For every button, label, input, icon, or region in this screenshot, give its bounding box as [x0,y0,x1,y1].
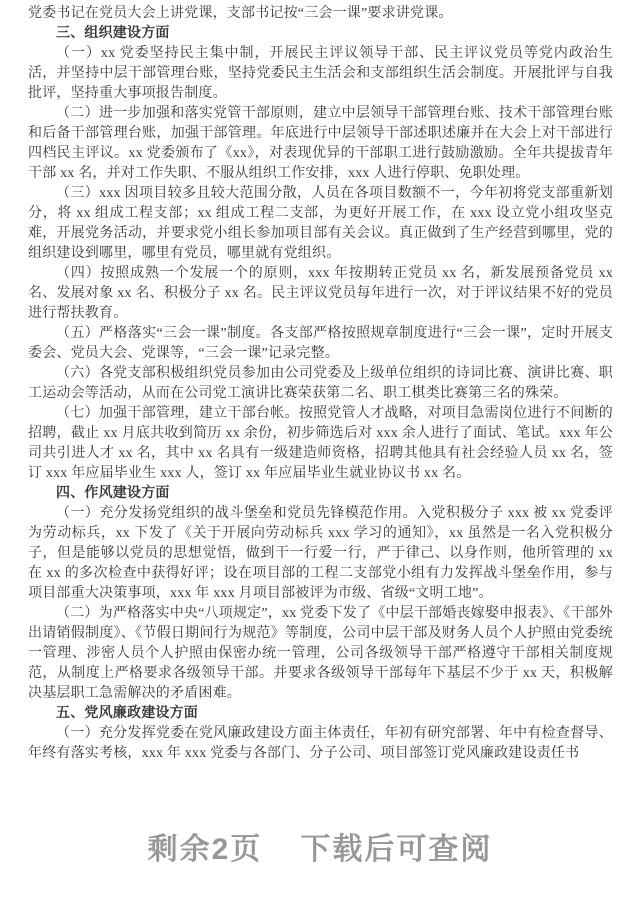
pages-remaining-label: 剩余2页 [147,833,263,866]
section-heading-organization: 三、组织建设方面 [56,26,170,41]
section-heading-integrity: 五、党风廉政建设方面 [56,706,198,721]
footer-notice [0,833,640,866]
paragraph: （七）加强干部管理，建立干部台帐。按照党管人才战略，对项目急需岗位进行不间断的招聘，截止 xx 月底共收到简历 xx 余份，初步筛选后对 xxx 余人进行了面试、笔试。xxx 年公司共引进人才 xx 名，其中 xx 名具有一级建造师资格，招聘其他具有社会经验人员 xx 名，签订 xxx 年应届毕业生 xxx 人，签订 xx 年应届毕业生就业协议书 xx 名。 [28,406,613,481]
paragraph: （一）xx 党委坚持民主集中制，开展民主评议领导干部、民主评议党员等党内政治生活，并坚持中层干部管理台账，坚持党委民主生活会和支部组织生活会制度。开展批评与自我批评，坚持重大事项报告制度。 [28,46,613,101]
paragraph: （五）严格落实“三会一课”制度。各支部严格按照规章制度进行“三会一课”，定时开展支委会、党员大会、党课等，“三会一课”记录完整。 [28,326,613,361]
paragraph: （一）充分发挥党委在党风廉政建设方面主体责任，年初有研究部署、年中有检查督导、年终有落实考核，xxx 年 xxx 党委与各部门、分子公司、项目部签订党风廉政建设责任书 [28,726,613,761]
paragraph: （四）按照成熟一个发展一个的原则，xxx 年按期转正党员 xx 名，新发展预备党员 xx 名、发展对象 xx 名、积极分子 xx 名。民主评议党员每年进行一次，对于评议结果不好的党员进行帮扶教育。 [28,266,613,321]
paragraph: （三）xxx 因项目较多且较大范围分散，人员在各项目数额不一，今年初将党支部重新划分，将 xx 组成工程支部；xx 组成工程二支部，为更好开展工作，在 xxx 设立党小组攻坚克难，开展党务活动，并要求党小组长参加项目部有关会议。真正做到了生产经营到哪里，党的组织建设到哪里，哪里有党员，哪里就有党组织。 [28,186,613,261]
paragraph: （二）进一步加强和落实党管干部原则，建立中层领导干部管理台账、技术干部管理台账和后备干部管理台账，加强干部管理。年底进行中层领导干部述职述廉并在大会上对干部进行四档民主评议。xx 党委颁布了《xx》，对表现优异的干部职工进行鼓励激励。全年共提拔青年干部 xx 名，并对工作失职、不服从组织工作安排，xxx 人进行停职、免职处理。 [28,106,613,181]
download-hint-label: 下载后可查阅 [300,833,493,866]
paragraph: （一）充分发扬党组织的战斗堡垒和党员先锋模范作用。入党积极分子 xxx 被 xx 党委评为劳动标兵，xx 下发了《关于开展向劳动标兵 xxx 学习的通知》，xx 虽然是一名入党积极分子，但是能够以党员的思想觉悟，做到干一行爱一行，严于律己、以身作则，他所管理的 xx 在 xx 的多次检查中获得好评；设在项目部的工程二支部党小组有力发挥战斗堡垒作用，参与项目部重大决策事项，xxx 年 xxx 月项目部被评为市级、省级“文明工地”。 [28,506,613,601]
paragraph-continuation: 党委书记在党员大会上讲党课，支部书记按“三会一课”要求讲党课。 [28,6,453,21]
paragraph: （六）各党支部积极组织党员参加由公司党委及上级单位组织的诗词比赛、演讲比赛、职工运动会等活动，从而在公司党工演讲比赛荣获第二名、职工棋类比赛第三名的殊荣。 [28,366,613,401]
section-heading-workstyle: 四、作风建设方面 [56,486,170,501]
paragraph: （二）为严格落实中央“八项规定”，xx 党委下发了《中层干部婚丧嫁娶申报表》、《干部外出请销假制度》、《节假日期间行为规范》等制度，公司中层干部及财务人员个人护照由党委统一管理、涉密人员个人护照由保密办统一管理，公司各级领导干部严格遵守干部相关制度规范，从制度上严格要求各级领导干部。并要求各级领导干部每年下基层不少于 xx 天，积极解决基层职工急需解决的矛盾困难。 [28,606,613,701]
